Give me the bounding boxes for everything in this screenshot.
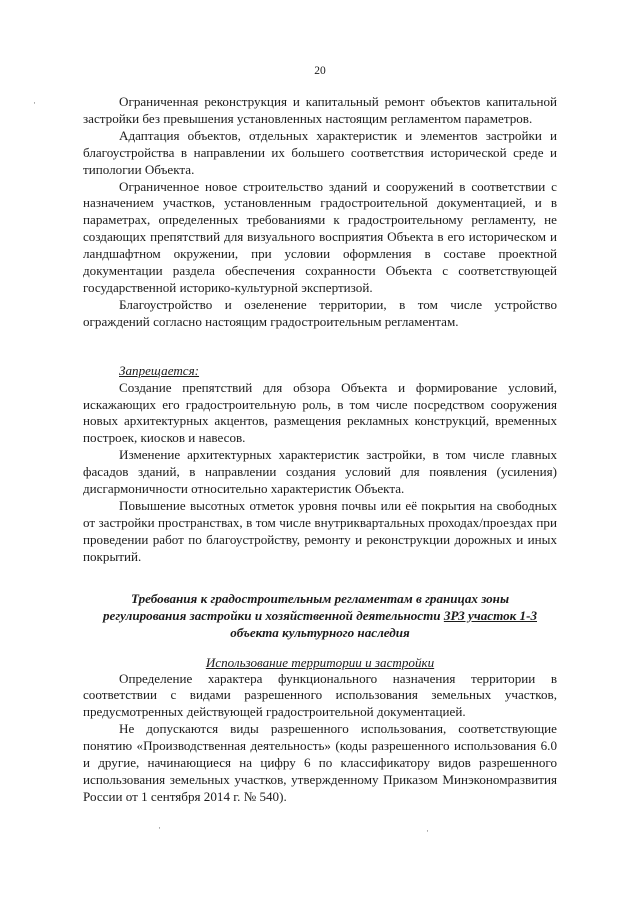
paragraph: Благоустройство и озеленение территории, в том числе устройство ограждений согласно настоящим градостроительным регламентам. <box>83 296 557 329</box>
scan-speck: · <box>158 823 161 833</box>
document-body <box>83 94 557 806</box>
section-heading-line2-prefix: регулирования застройки и хозяйственной деятельности <box>102 607 444 623</box>
subsection-label: Использование территории и застройки <box>205 654 435 670</box>
paragraph: Определение характера функционального назначения территории в соответствии с видами разрешенного использования земельных участков, предусмотренных действующей градостроительной документацией. <box>83 670 557 720</box>
section-heading-line2 <box>83 607 557 624</box>
paragraph: Повышение высотных отметок уровня почвы или её покрытия на свободных от застройки пространствах, в том числе внутриквартальных проходах/проездах при проведении работ по благоустройству, ремонту и реконструкции дорожных и иных покрытий. <box>83 497 557 564</box>
scan-speck: · <box>33 98 36 108</box>
paragraph: Создание препятствий для обзора Объекта и формирование условий, искажающих его градостроительную роль, в том числе посредством сооружения новых архитектурных акцентов, размещения рекламных конструкций, временных построек, киосков и навесов. <box>83 379 557 446</box>
paragraph: Изменение архитектурных характеристик застройки, в том числе главных фасадов зданий, в направлении создания условий для появления (усиления) дисгармоничности относительно характеристик Объекта. <box>83 447 557 497</box>
paragraph: Ограниченная реконструкция и капитальный ремонт объектов капитальной застройки без превышения установленных настоящим регламентом параметров. <box>83 94 557 126</box>
paragraph: Адаптация объектов, отдельных характеристик и элементов застройки и благоустройства в направлении их большего соответствия исторической среде и типологии Объекта. <box>83 127 557 177</box>
paragraph: Ограниченное новое строительство зданий и сооружений в соответствии с назначением участков, установленным градостроительной документацией, и в параметрах, определенных требованиями к градостроительному регламенту, не создающих препятствий для визуального восприятия Объекта в его историческом и ландшафтном окружении, при условии оформления в составе проектной документации раздела обеспечения сохранности Объекта с соответствующей государственной историко-культурной экспертизой. <box>83 178 557 295</box>
zone-code: ЗРЗ участок 1-3 <box>443 607 538 623</box>
paragraph: Не допускаются виды разрешенного использования, соответствующие понятию «Производственная деятельность» (коды разрешенного использования 6.0 и другие, начинающиеся на цифру 6 по классификатору видов разрешенного использования земельных участков, утвержденному Приказом Минэкономразвития России от 1 сентября 2014 г. № 540). <box>83 721 557 804</box>
section-heading <box>83 590 557 641</box>
scan-speck: · <box>426 826 429 836</box>
page-number: 20 <box>314 65 326 77</box>
section-heading-line1: Требования к градостроительным регламентам в границах зоны <box>130 590 510 606</box>
prohibited-label: Запрещается: <box>119 362 200 378</box>
section-heading-line3: объекта культурного наследия <box>230 624 410 640</box>
